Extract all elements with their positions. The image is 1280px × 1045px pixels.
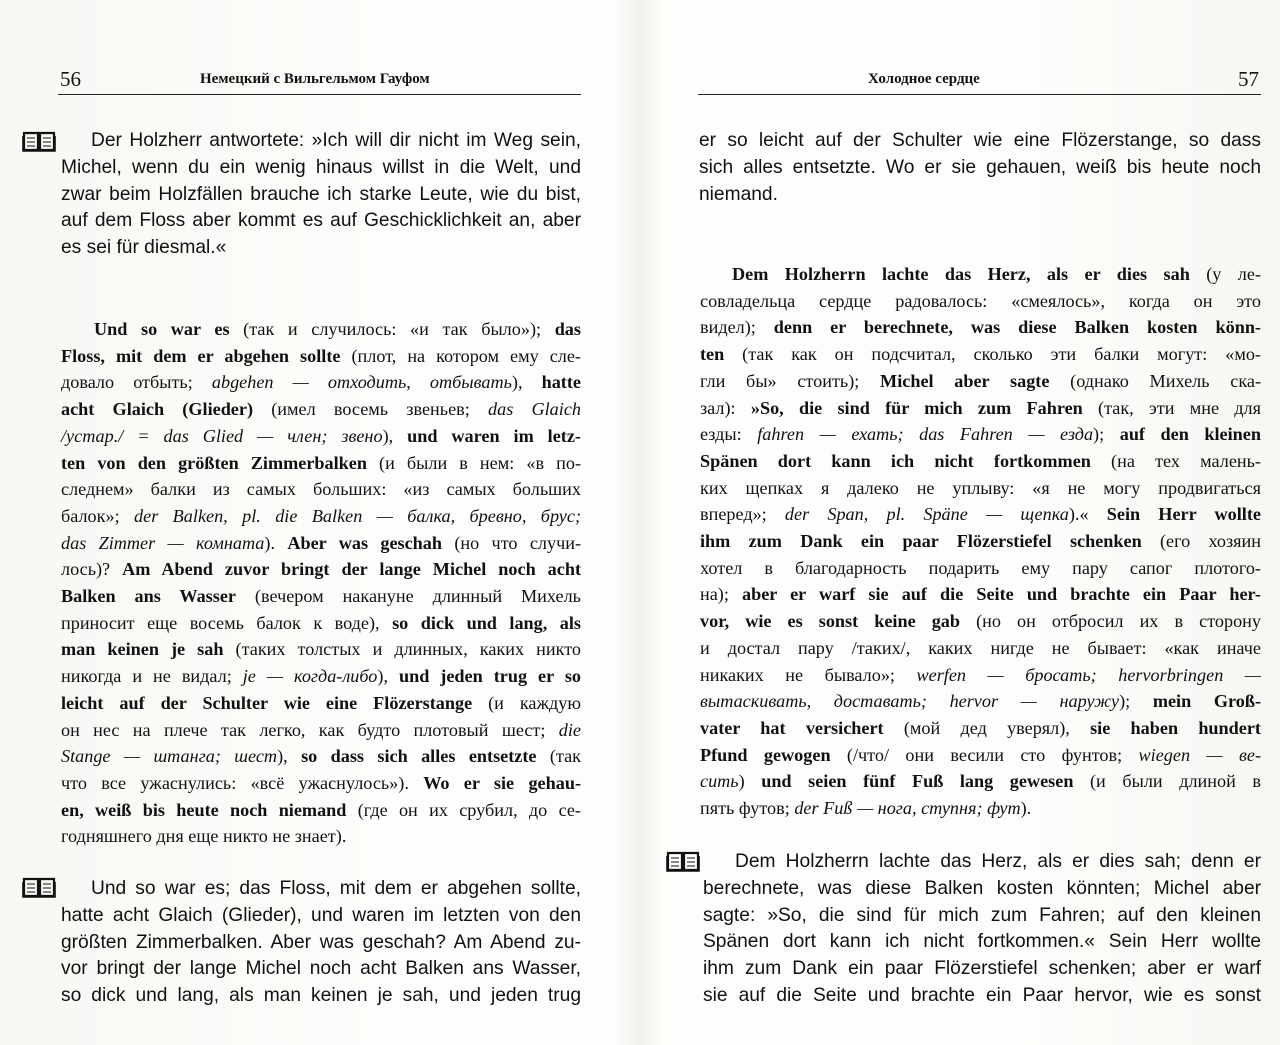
text-line: vor bringt der lange Michel noch acht Balken ans Wasser, xyxy=(61,958,581,980)
left-page-number: 56 xyxy=(60,67,81,91)
text-line: никаких не бывало»; werfen — бросать; hervorbringen — xyxy=(700,664,1261,685)
text-line: sagte: »So, die sind für mich zum Fahren; auf den kleinen xyxy=(703,904,1261,926)
text-line: ten (так как он подсчитал, сколько эти балки могут: «мо- xyxy=(700,344,1261,365)
text-line: Pfund gewogen (/что/ они весили сто фунтов; wiegen — ве- xyxy=(700,744,1261,765)
text-line: vor, wie es sonst keine gab (но он отбросил их в сторону xyxy=(700,611,1262,632)
left-running-title: Немецкий с Вильгельмом Гауфом xyxy=(200,71,430,87)
text-line: гли бы» стоить); Michel aber sagte (однако Михель ска- xyxy=(700,370,1262,391)
text-line: на); aber er warf sie auf die Seite und brachte ein Paar her- xyxy=(700,584,1261,605)
text-line: вытаскивать, доставать; hervor — наружу); mein Groß- xyxy=(700,691,1262,712)
text-line: сить) und seien fünf Fuß lang gewesen (и были длиной в xyxy=(700,771,1261,792)
text-line: ihm zum Dank ein paar Flözerstiefel schenken (его хозяин xyxy=(700,531,1261,552)
text-line: езды: fahren — ехать; das Fahren — езда); auf den kleinen xyxy=(700,424,1261,445)
open-book-icon xyxy=(22,130,56,152)
text-line: vater hat versichert (мой дед уверял), sie haben hundert xyxy=(700,717,1261,738)
text-line: Balken ans Wasser (вечером накануне длинный Михель xyxy=(61,586,581,607)
text-line: что все ужаснулись: «всё ужаснулось»). Wo er sie gehau- xyxy=(61,772,581,793)
right-page-header xyxy=(698,66,1261,95)
left-page-header xyxy=(58,66,581,95)
open-book-icon xyxy=(666,850,700,872)
text-line: sich alles entsetzte. Wo er sie gehauen, weiß bis heute noch xyxy=(699,156,1261,178)
text-line: niemand. xyxy=(699,183,778,205)
text-line: никогда и не видал; je — когда-либо), und jeden trug er so xyxy=(61,666,582,687)
text-line: acht Glaich (Glieder) (имел восемь звеньев; das Glaich xyxy=(61,399,581,420)
text-line: приносит еще восемь балок к воде), so dick und lang, als xyxy=(61,612,582,633)
text-line: вперед»; der Span, pl. Späne — щепка).« Sein Herr wollte xyxy=(700,504,1261,525)
text-line: Und so war es; das Floss, mit dem er abgehen sollte, xyxy=(91,878,581,899)
text-line: er so leicht auf der Schulter wie eine Flözerstange, so dass xyxy=(699,130,1261,151)
text-line: лось)? Am Abend zuvor bringt der lange Michel noch acht xyxy=(61,559,581,580)
text-line: zwar beim Holzfällen brauche ich starke Leute, wie du bist, xyxy=(61,183,581,205)
text-line: Der Holzherr antwortete: »Ich will dir nicht im Weg sein, xyxy=(91,130,581,151)
text-line: sie auf die Seite und brachte ein Paar hervor, wie es sonst xyxy=(703,984,1261,1006)
text-line: пять футов; der Fuß — нога, ступня; фут). xyxy=(700,798,1032,819)
text-line: Michel, wenn du ein wenig hinaus willst in die Welt, und xyxy=(61,156,581,178)
original-text-block xyxy=(703,849,1261,1010)
text-line: so dick und lang, als man keinen je sah, und jeden trug xyxy=(61,985,581,1007)
text-line: Dem Holzherrn lachte das Herz, als er dies sah; denn er xyxy=(735,851,1261,872)
text-line: ten von den größten Zimmerbalken (и были в нем: «в по- xyxy=(61,452,582,473)
text-line: hatte acht Glaich (Glieder), und waren im letzten von den xyxy=(61,904,581,926)
text-line: leicht auf der Schulter wie eine Flözerstange (и каждую xyxy=(61,692,581,713)
text-line: es sei für diesmal.« xyxy=(61,237,227,259)
text-line: следнем» балки из самых больших: «из самых больших xyxy=(61,479,581,500)
text-line: видел); denn er berechnete, was diese Balken kosten könn- xyxy=(700,317,1261,338)
text-line: Spänen dort kann ich nicht fortkommen.« Sein Herr wollte xyxy=(703,931,1261,953)
text-line: berechnete, was diese Balken kosten könnten; Michel aber xyxy=(703,877,1261,899)
original-text-block-2 xyxy=(61,876,581,1010)
text-line: größten Zimmerbalken. Aber was geschah? Am Abend zu- xyxy=(61,931,581,953)
text-line: ких щепках я далеко не уплыву: «я не могу продвигаться xyxy=(700,477,1261,498)
right-running-title: Холодное сердце xyxy=(868,71,980,87)
text-line: балок»; der Balken, pl. die Balken — балка, бревно, брус; xyxy=(61,505,582,526)
annotated-text-block xyxy=(61,316,581,850)
text-line: довало отбыть; abgehen — отходить, отбывать), hatte xyxy=(61,372,581,393)
text-line: auf dem Floss aber kommt es auf Geschicklichkeit an, aber xyxy=(61,210,581,232)
text-line: Und so war es (так и случилось: «и так было»); das xyxy=(94,319,581,339)
text-line: совладельца сердце радовалось: «смеялось», когда он это xyxy=(700,290,1261,311)
text-line: Floss, mit dem er abgehen sollte (плот, на котором ему сле- xyxy=(61,345,581,366)
text-line: Dem Holzherrn lachte das Herz, als er dies sah (у ле- xyxy=(732,264,1261,284)
text-line: en, weiß bis heute noch niemand (где он их срубил, до се- xyxy=(61,799,581,820)
open-book-icon xyxy=(22,876,56,898)
text-line: зал): »So, die sind für mich zum Fahren (так, эти мне для xyxy=(700,397,1261,418)
text-line: Stange — штанга; шест), so dass sich alles entsetzte (так xyxy=(61,746,582,767)
text-line: хотел в благодарность подарить ему пару сапог плотого- xyxy=(700,557,1261,578)
annotated-text-block xyxy=(700,261,1261,822)
text-line: das Zimmer — комната). Aber was geschah (но что случи- xyxy=(61,532,582,553)
continued-text-block xyxy=(699,128,1261,208)
original-text-block-1 xyxy=(61,128,581,262)
text-line: он нес на плече так легко, как будто плотовый шест; die xyxy=(61,719,581,740)
text-line: man keinen je sah (таких толстых и длинных, каких никто xyxy=(61,639,582,660)
text-line: /устар./ = das Glied — член; звено), und waren im letz- xyxy=(61,425,581,446)
text-line: и достал пару /таких/, каких нигде не бывает: «как иначе xyxy=(700,637,1261,658)
text-line: годняшнего дня еще никто не знает). xyxy=(61,826,347,847)
right-page-number: 57 xyxy=(1238,67,1259,91)
right-page xyxy=(640,0,1280,1045)
text-line: Spänen dort kann ich nicht fortkommen (на тех малень- xyxy=(700,450,1261,471)
text-line: ihm zum Dank ein paar Flözerstiefel schenken; aber er warf xyxy=(703,958,1261,980)
